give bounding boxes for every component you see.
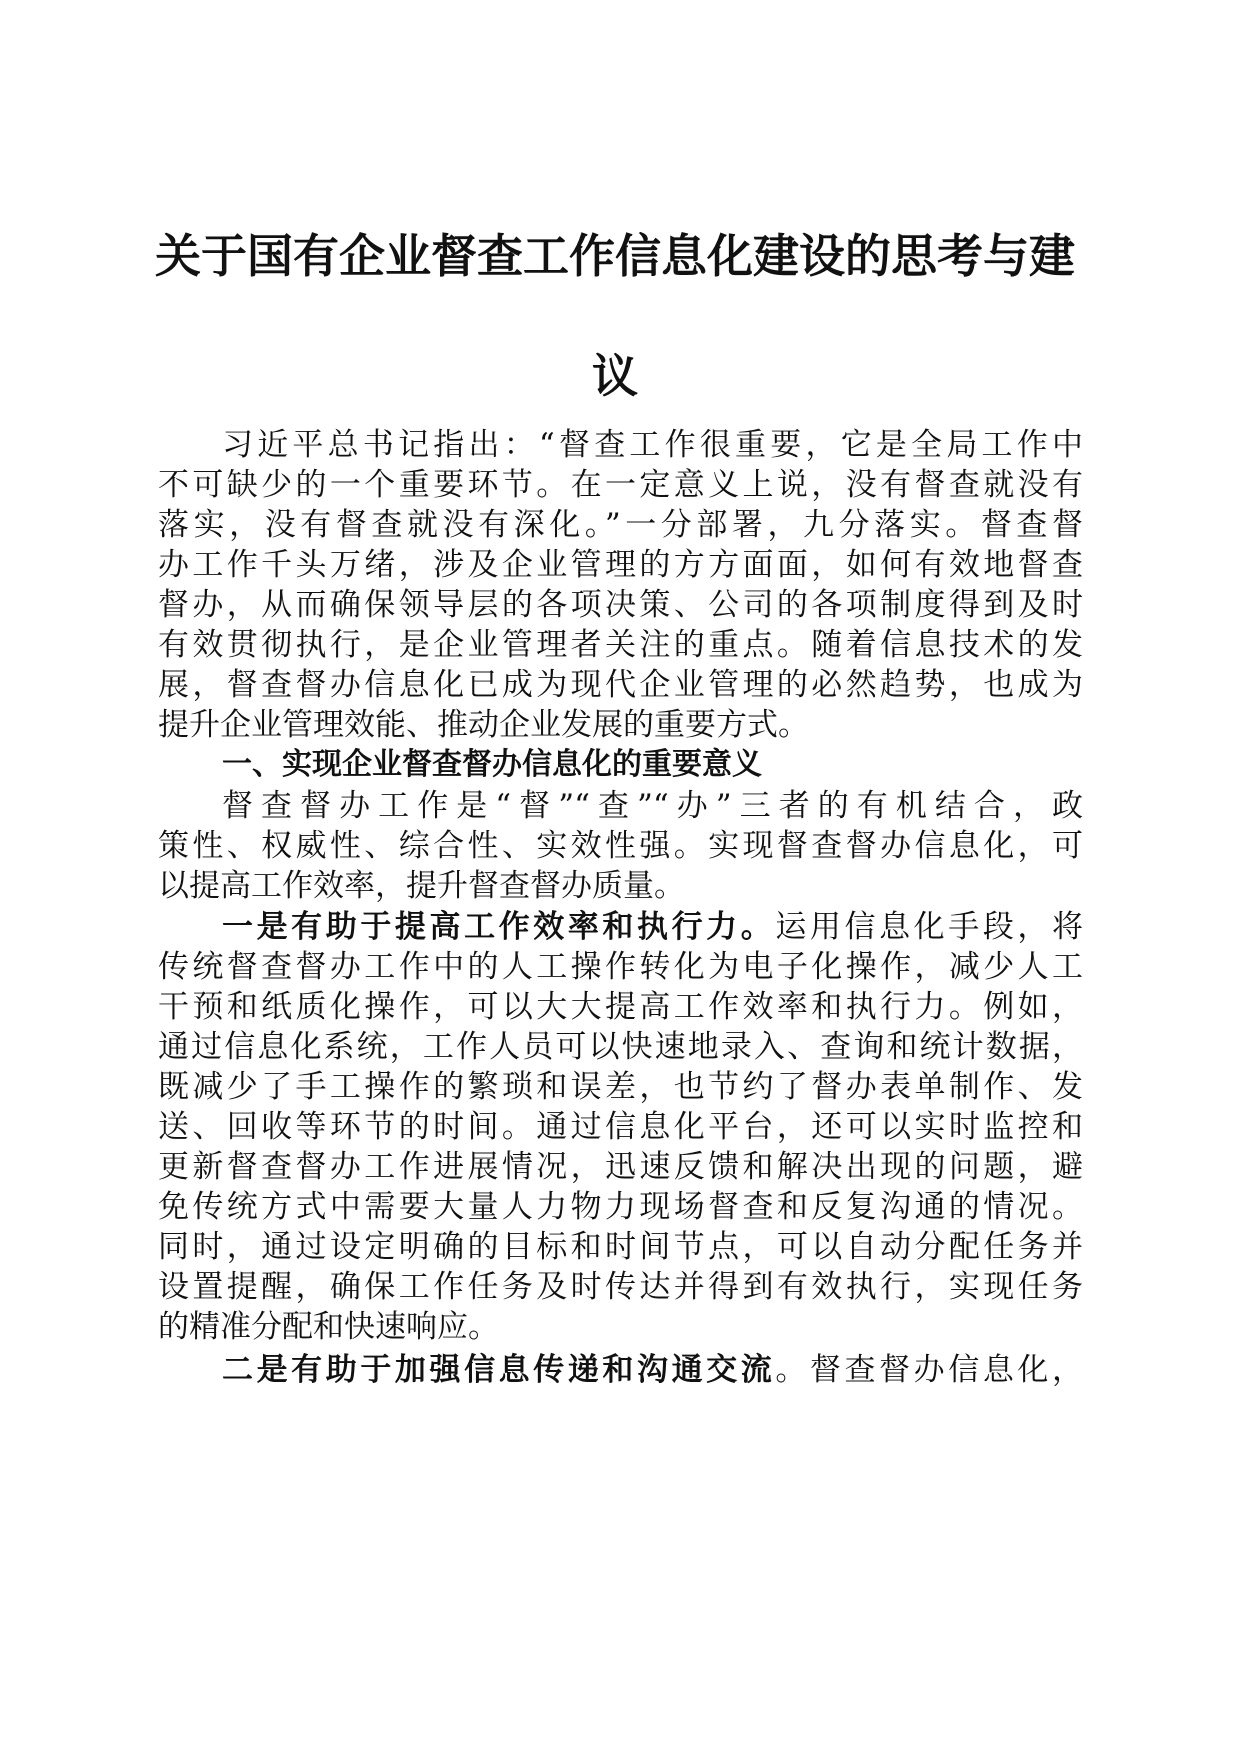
paragraph-line: 督查督办工作是“督”“查”“办”三者的有机结合，政 xyxy=(222,788,1083,824)
paragraph-line: 设置提醒，确保工作任务及时传达并得到有效执行，实现任务 xyxy=(158,1269,1083,1305)
paragraph-line: 的精准分配和快速响应。 xyxy=(158,1309,499,1345)
paragraph-text: 。督查督办信息化， xyxy=(775,1352,1084,1388)
paragraph-line: 通过信息化系统，工作人员可以快速地录入、查询和统计数据， xyxy=(158,1029,1083,1065)
bold-lead-phrase: 二是有助于加强信息传递和沟通交流 xyxy=(222,1352,776,1388)
paragraph-line: 督办，从而确保领导层的各项决策、公司的各项制度得到及时 xyxy=(158,587,1083,623)
paragraph-line xyxy=(222,1350,1083,1390)
paragraph-line: 既减少了手工操作的繁琐和误差，也节约了督办表单制作、发 xyxy=(158,1069,1083,1105)
paragraph-line: 送、回收等环节的时间。通过信息化平台，还可以实时监控和 xyxy=(158,1109,1083,1145)
paragraph-line: 同时，通过设定明确的目标和时间节点，可以自动分配任务并 xyxy=(158,1229,1083,1265)
document-title-line-1: 关于国有企业督查工作信息化建设的思考与建 xyxy=(155,229,1075,283)
document-title-line-2: 议 xyxy=(592,349,638,403)
paragraph-line: 传统督查督办工作中的人工操作转化为电子化操作，减少人工 xyxy=(158,949,1083,985)
paragraph-line: 展，督查督办信息化已成为现代企业管理的必然趋势，也成为 xyxy=(158,667,1083,703)
paragraph-line: 办工作千头万绪，涉及企业管理的方方面面，如何有效地督查 xyxy=(158,547,1083,583)
paragraph-line: 策性、权威性、综合性、实效性强。实现督查督办信息化，可 xyxy=(158,828,1083,864)
bold-lead-phrase: 一是有助于提高工作效率和执行力。 xyxy=(222,909,776,945)
paragraph-line: 以提高工作效率，提升督查督办质量。 xyxy=(158,868,685,904)
paragraph-line: 更新督查督办工作进展情况，迅速反馈和解决出现的问题，避 xyxy=(158,1149,1083,1185)
paragraph-line: 不可缺少的一个重要环节。在一定意义上说，没有督查就没有 xyxy=(158,467,1083,503)
paragraph-line: 免传统方式中需要大量人力物力现场督查和反复沟通的情况。 xyxy=(158,1189,1083,1225)
paragraph-line: 习近平总书记指出：“督查工作很重要，它是全局工作中 xyxy=(222,427,1083,463)
paragraph-line: 提升企业管理效能、推动企业发展的重要方式。 xyxy=(158,707,809,743)
paragraph-line: 落实，没有督查就没有深化。”一分部署，九分落实。督查督 xyxy=(158,507,1083,543)
section-heading: 一、实现企业督查督办信息化的重要意义 xyxy=(222,747,762,782)
paragraph-text: 运用信息化手段，将 xyxy=(775,909,1084,945)
paragraph-line xyxy=(222,907,1083,947)
paragraph-line: 干预和纸质化操作，可以大大提高工作效率和执行力。例如， xyxy=(158,989,1083,1025)
paragraph-line: 有效贯彻执行，是企业管理者关注的重点。随着信息技术的发 xyxy=(158,627,1083,663)
